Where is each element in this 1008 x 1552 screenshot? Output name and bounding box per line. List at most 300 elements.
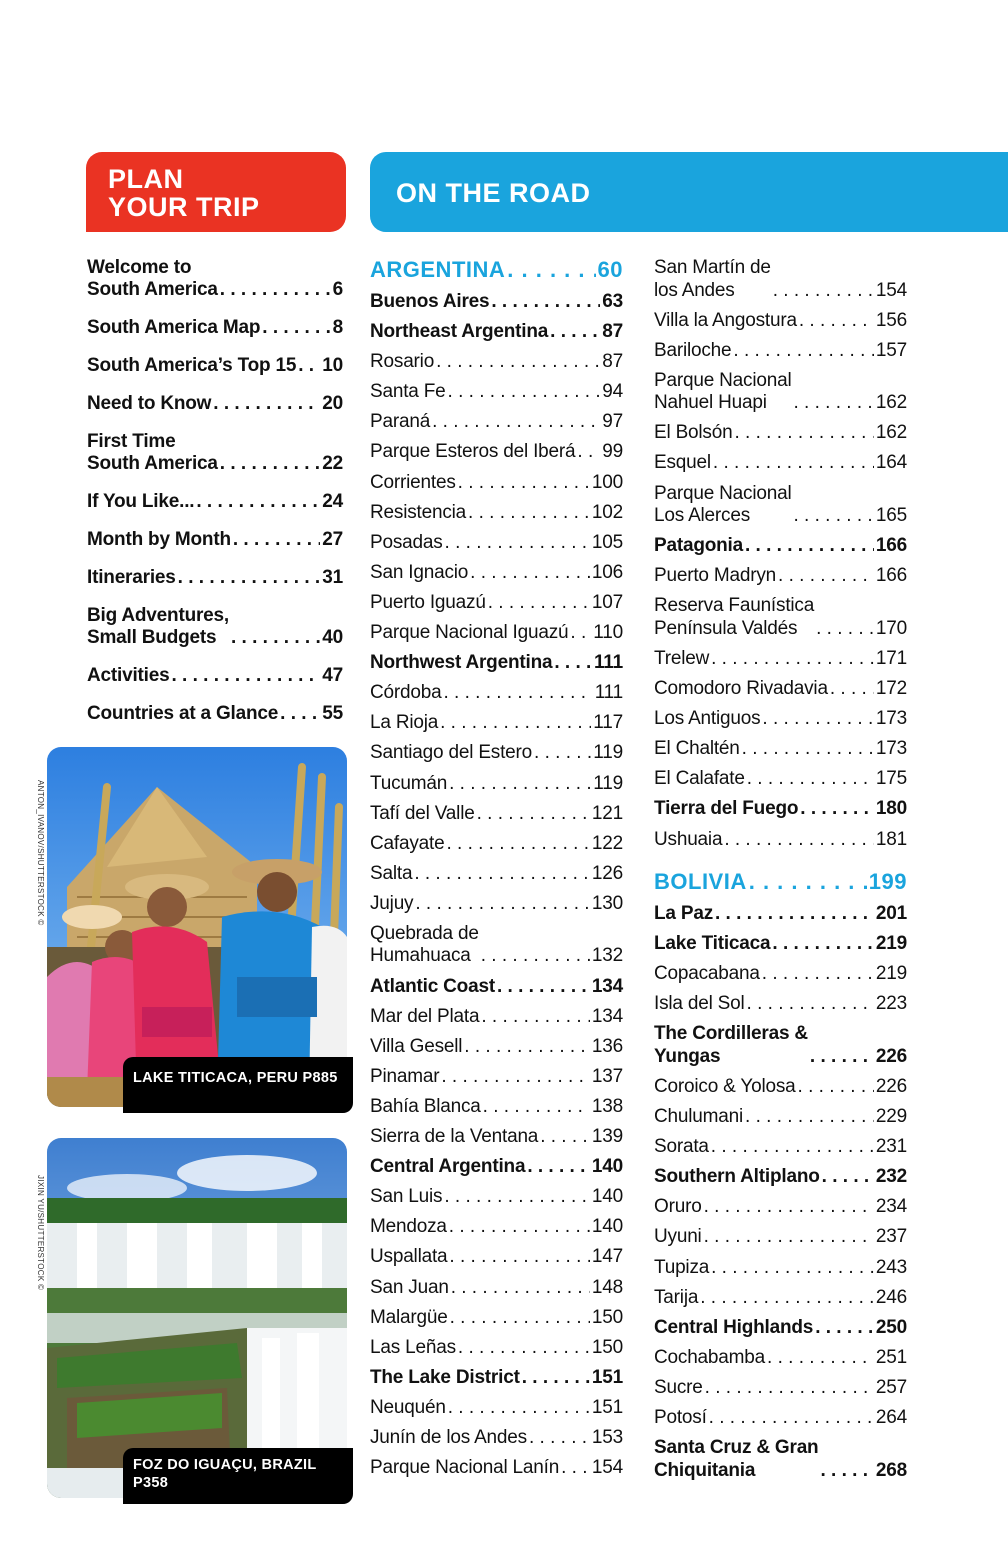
- toc-country-heading[interactable]: [654, 869, 907, 895]
- toc-entry-title: The Cordilleras & Yungas: [654, 1023, 808, 1067]
- toc-entry[interactable]: [654, 1136, 907, 1159]
- toc-entry[interactable]: [370, 1066, 623, 1089]
- toc-page-number: 257: [875, 1376, 907, 1398]
- toc-entry-title: San Martín de los Andes: [654, 257, 771, 301]
- toc-page-number: 180: [875, 798, 907, 820]
- toc-entry[interactable]: [370, 803, 623, 826]
- plan-title-line2: YOUR TRIP: [108, 192, 260, 222]
- toc-page-number: 223: [875, 993, 907, 1015]
- toc-page-number: 150: [591, 1336, 623, 1358]
- dot-leader: [815, 1317, 874, 1340]
- toc-entry-title: Ushuaia: [654, 828, 723, 850]
- toc-page-number: 154: [591, 1457, 623, 1479]
- toc-entry-title: Uspallata: [370, 1246, 448, 1268]
- toc-item[interactable]: [87, 665, 343, 687]
- toc-entry-title: Villa la Angostura: [654, 309, 797, 331]
- toc-page-number: 63: [602, 291, 623, 312]
- toc-item[interactable]: [87, 431, 343, 475]
- toc-page-number: 250: [875, 1316, 907, 1338]
- toc-page-number: 110: [593, 622, 623, 644]
- toc-entry[interactable]: [370, 1307, 623, 1330]
- toc-page-number: 164: [875, 452, 907, 474]
- dot-leader: [171, 665, 320, 687]
- dot-leader: [446, 833, 589, 856]
- toc-entry[interactable]: [654, 340, 907, 363]
- toc-entry-title: El Chaltén: [654, 738, 740, 760]
- toc-entry-title: Puerto Madryn: [654, 565, 777, 587]
- toc-entry-title: Parque Esteros del Iberá: [370, 441, 576, 463]
- toc-entry-title: Tupiza: [654, 1256, 710, 1278]
- toc-entry[interactable]: [370, 893, 623, 916]
- toc-region-heading[interactable]: [654, 1437, 907, 1482]
- toc-page-number: 232: [875, 1166, 907, 1188]
- dot-leader: [733, 340, 873, 363]
- dot-leader: [529, 1427, 590, 1450]
- toc-page-number: 234: [875, 1196, 907, 1218]
- toc-entry-title: Jujuy: [370, 892, 414, 914]
- dot-leader: [220, 279, 331, 301]
- toc-page-number: 166: [875, 565, 907, 587]
- toc-item[interactable]: [87, 529, 343, 551]
- toc-entry[interactable]: [654, 452, 907, 475]
- toc-page-number: 264: [875, 1407, 907, 1428]
- toc-entry[interactable]: [370, 381, 623, 404]
- toc-entry[interactable]: [654, 370, 907, 415]
- toc-entry[interactable]: [654, 483, 907, 528]
- toc-entry-title: Chulumani: [654, 1106, 744, 1128]
- dot-leader: [816, 618, 874, 641]
- toc-entry-title: Central Highlands: [654, 1316, 814, 1338]
- toc-entry[interactable]: [654, 1257, 907, 1280]
- toc-page-number: 24: [322, 491, 343, 512]
- dot-leader: [449, 1246, 589, 1269]
- toc-entry-title: Big Adventures, Small Budgets: [87, 605, 229, 648]
- dot-leader: [800, 798, 874, 821]
- toc-page-number: 173: [875, 738, 907, 760]
- toc-item[interactable]: [87, 355, 343, 377]
- toc-page-number: 243: [875, 1256, 907, 1278]
- dot-leader: [451, 1277, 590, 1300]
- toc-page-number: 107: [591, 591, 623, 613]
- toc-entry-title: Parque Nacional Iguazú: [370, 622, 569, 644]
- dot-leader: [448, 1397, 590, 1420]
- toc-entry-title: El Calafate: [654, 768, 745, 790]
- dot-leader: [507, 257, 595, 283]
- toc-entry[interactable]: [370, 1096, 623, 1119]
- toc-page-number: 150: [591, 1306, 623, 1328]
- dot-leader: [711, 648, 874, 671]
- toc-entry[interactable]: [370, 1337, 623, 1360]
- foz-do-iguacu-photo: [47, 1138, 347, 1498]
- toc-region-heading[interactable]: [654, 798, 907, 821]
- toc-entry-title: Central Argentina: [370, 1156, 526, 1178]
- toc-entry-title: Reserva Faunística Península Valdés: [654, 595, 815, 639]
- toc-page-number: 162: [875, 392, 907, 414]
- dot-leader: [468, 502, 590, 525]
- toc-entry[interactable]: [654, 1106, 907, 1129]
- toc-page-number: 148: [591, 1276, 623, 1298]
- toc-entry-title: If You Like...: [87, 491, 195, 512]
- toc-entry[interactable]: [654, 1407, 907, 1430]
- toc-entry-title: Parque Nacional Lanín: [370, 1457, 560, 1479]
- toc-entry-title: Junín de los Andes: [370, 1426, 527, 1448]
- toc-page-number: 165: [875, 505, 907, 527]
- toc-entry[interactable]: [654, 963, 907, 986]
- toc-entry[interactable]: [654, 648, 907, 671]
- dot-leader: [448, 381, 601, 404]
- toc-entry-title: Atlantic Coast: [370, 975, 495, 997]
- toc-entry-title: Santa Cruz & Gran Chiquitania: [654, 1437, 819, 1481]
- toc-page-number: 119: [593, 772, 623, 794]
- toc-page-number: 27: [322, 529, 343, 550]
- dot-leader: [705, 1377, 874, 1400]
- dot-leader: [745, 535, 874, 558]
- dot-leader: [458, 1337, 590, 1360]
- toc-entry-title: Puerto Iguazú: [370, 591, 486, 613]
- toc-entry-title: Southern Altiplano: [654, 1166, 820, 1188]
- toc-entry[interactable]: [370, 682, 623, 705]
- toc-entry-title: Welcome to South America: [87, 257, 218, 300]
- toc-item[interactable]: [87, 703, 343, 725]
- toc-entry[interactable]: [654, 1377, 907, 1400]
- toc-entry-title: Villa Gesell: [370, 1035, 463, 1057]
- photo2-credit: JIXIN YU/SHUTTERSTOCK ©: [36, 1175, 45, 1291]
- toc-page-number: 140: [591, 1156, 623, 1178]
- toc-entry[interactable]: [654, 422, 907, 445]
- toc-entry[interactable]: [654, 708, 907, 731]
- toc-entry-title: Esquel: [654, 452, 711, 474]
- dot-leader: [280, 703, 320, 725]
- plan-your-trip-list: [87, 257, 343, 741]
- dot-leader: [522, 1367, 590, 1390]
- toc-entry-title: Parque Nacional Nahuel Huapi: [654, 369, 792, 414]
- toc-entry[interactable]: [370, 742, 623, 765]
- toc-entry[interactable]: [370, 622, 623, 645]
- toc-entry[interactable]: [654, 738, 907, 761]
- toc-page-number: 147: [591, 1246, 623, 1268]
- toc-entry-title: Corrientes: [370, 471, 456, 493]
- toc-entry-title: BOLIVIA: [654, 869, 747, 894]
- toc-entry-title: Paraná: [370, 411, 431, 433]
- dot-leader: [415, 893, 590, 916]
- toc-entry-title: Santiago del Estero: [370, 742, 533, 764]
- road-title: ON THE ROAD: [396, 178, 591, 208]
- toc-entry[interactable]: [370, 863, 623, 886]
- dot-leader: [715, 903, 874, 926]
- toc-entry-title: Salta: [370, 862, 413, 884]
- dot-leader: [704, 1226, 874, 1249]
- toc-region-heading[interactable]: [370, 291, 623, 314]
- toc-entry-title: Malargüe: [370, 1306, 448, 1328]
- toc-entry[interactable]: [370, 472, 623, 495]
- toc-entry[interactable]: [370, 923, 623, 968]
- toc-region-heading[interactable]: [370, 652, 623, 675]
- dot-leader: [830, 678, 874, 701]
- on-the-road-column-2: [654, 257, 907, 1490]
- toc-page-number: 201: [875, 903, 907, 924]
- toc-page-number: 237: [875, 1226, 907, 1248]
- dot-leader: [213, 393, 320, 415]
- toc-region-heading[interactable]: [654, 903, 907, 926]
- toc-entry[interactable]: [370, 1186, 623, 1209]
- toc-entry[interactable]: [654, 829, 907, 852]
- toc-entry-title: Cafayate: [370, 832, 445, 854]
- toc-entry[interactable]: [370, 351, 623, 374]
- toc-entry[interactable]: [370, 1036, 623, 1059]
- dot-leader: [262, 317, 330, 339]
- dot-leader: [534, 742, 591, 765]
- toc-entry-title: La Paz: [654, 903, 713, 924]
- toc-entry[interactable]: [370, 562, 623, 585]
- toc-entry[interactable]: [654, 565, 907, 588]
- toc-entry-title: Los Antiguos: [654, 708, 761, 730]
- dot-leader: [747, 993, 874, 1016]
- toc-entry[interactable]: [654, 1196, 907, 1219]
- toc-entry-title: Comodoro Rivadavia: [654, 678, 828, 700]
- toc-entry-title: Neuquén: [370, 1396, 446, 1418]
- dot-leader: [449, 773, 591, 796]
- dot-leader: [799, 310, 874, 333]
- toc-entry-title: Mar del Plata: [370, 1005, 480, 1027]
- toc-entry-title: Isla del Sol: [654, 993, 745, 1015]
- toc-country-heading[interactable]: [370, 257, 623, 283]
- toc-entry-title: Trelew: [654, 647, 710, 669]
- toc-region-heading[interactable]: [370, 1156, 623, 1179]
- toc-page-number: 99: [602, 441, 623, 463]
- toc-entry-title: Month by Month: [87, 529, 231, 550]
- toc-page-number: 22: [322, 453, 343, 474]
- dot-leader: [497, 976, 590, 999]
- toc-entry[interactable]: [370, 1277, 623, 1300]
- toc-entry-title: Activities: [87, 665, 170, 686]
- toc-entry[interactable]: [370, 712, 623, 735]
- toc-entry[interactable]: [370, 592, 623, 615]
- dot-leader: [773, 280, 874, 303]
- toc-entry-title: Las Leñas: [370, 1336, 456, 1358]
- toc-page-number: 157: [875, 339, 907, 361]
- toc-page-number: 138: [591, 1095, 623, 1117]
- dot-leader: [778, 565, 874, 588]
- plan-your-trip-header: [86, 152, 346, 232]
- dot-leader: [742, 738, 874, 761]
- dot-leader: [233, 529, 320, 551]
- toc-entry-title: Tierra del Fuego: [654, 798, 799, 820]
- toc-entry[interactable]: [370, 1427, 623, 1450]
- toc-entry-title: Uyuni: [654, 1226, 702, 1248]
- toc-entry[interactable]: [370, 833, 623, 856]
- toc-entry[interactable]: [654, 768, 907, 791]
- on-the-road-header: [370, 152, 1008, 232]
- toc-entry[interactable]: [654, 257, 907, 302]
- dot-leader: [709, 1407, 874, 1430]
- toc-entry-title: El Bolsón: [654, 422, 733, 444]
- toc-entry-title: The Lake District: [370, 1366, 520, 1388]
- toc-entry[interactable]: [370, 441, 623, 464]
- toc-entry[interactable]: [654, 1226, 907, 1249]
- dot-leader: [441, 1066, 590, 1089]
- toc-page-number: 172: [875, 678, 907, 700]
- dot-leader: [414, 863, 590, 886]
- toc-page-number: 173: [875, 708, 907, 730]
- toc-region-heading[interactable]: [654, 933, 907, 956]
- toc-entry[interactable]: [654, 310, 907, 333]
- toc-region-heading[interactable]: [654, 1166, 907, 1189]
- toc-entry[interactable]: [370, 773, 623, 796]
- toc-item[interactable]: [87, 393, 343, 415]
- toc-entry[interactable]: [370, 1457, 623, 1480]
- toc-page-number: 136: [591, 1035, 623, 1057]
- toc-entry-title: ARGENTINA: [370, 257, 506, 282]
- dot-leader: [550, 321, 600, 344]
- toc-entry-title: Coroico & Yolosa: [654, 1075, 796, 1097]
- dot-leader: [711, 1257, 874, 1280]
- toc-page-number: 94: [602, 381, 623, 403]
- toc-entry-title: Córdoba: [370, 682, 442, 704]
- toc-entry-title: Sorata: [654, 1136, 709, 1158]
- toc-entry-title: Mendoza: [370, 1216, 447, 1238]
- toc-page-number: 268: [875, 1459, 907, 1481]
- toc-region-heading[interactable]: [654, 1023, 907, 1068]
- dot-leader: [704, 1196, 874, 1219]
- toc-page-number: 246: [875, 1286, 907, 1308]
- dot-leader: [491, 291, 600, 314]
- toc-region-heading[interactable]: [654, 535, 907, 558]
- toc-entry-title: South America Map: [87, 317, 261, 338]
- toc-entry[interactable]: [654, 993, 907, 1016]
- toc-page-number: 140: [591, 1186, 623, 1208]
- toc-page-number: 10: [322, 355, 343, 376]
- toc-entry-title: San Ignacio: [370, 561, 469, 583]
- dot-leader: [445, 532, 590, 555]
- toc-page-number: 117: [593, 712, 623, 734]
- lake-titicaca-photo: [47, 747, 347, 1107]
- toc-page-number: 156: [875, 309, 907, 331]
- dot-leader: [724, 829, 874, 852]
- toc-page-number: 153: [591, 1426, 623, 1448]
- dot-leader: [196, 491, 320, 513]
- dot-leader: [450, 1307, 590, 1330]
- dot-leader: [577, 441, 600, 464]
- toc-page-number: 100: [591, 471, 623, 493]
- dot-leader: [443, 682, 592, 705]
- toc-entry[interactable]: [654, 678, 907, 701]
- toc-entry-title: Potosí: [654, 1407, 707, 1428]
- dot-leader: [220, 453, 320, 475]
- dot-leader: [483, 1096, 590, 1119]
- dot-leader: [820, 1460, 873, 1483]
- dot-leader: [767, 1347, 874, 1370]
- dot-leader: [734, 422, 873, 445]
- toc-entry-title: San Luis: [370, 1186, 443, 1208]
- toc-entry[interactable]: [370, 411, 623, 434]
- toc-page-number: 126: [591, 862, 623, 884]
- dot-leader: [481, 945, 590, 968]
- dot-leader: [570, 622, 591, 645]
- toc-page-number: 140: [591, 1216, 623, 1238]
- photo1-credit: ANTON_IVANOV/SHUTTERSTOCK ©: [36, 780, 45, 926]
- dot-leader: [178, 567, 321, 589]
- toc-page-number: 97: [602, 411, 623, 433]
- plan-title-line1: PLAN: [108, 164, 184, 194]
- toc-entry-title: La Rioja: [370, 712, 439, 734]
- dot-leader: [231, 627, 320, 649]
- toc-item[interactable]: [87, 605, 343, 649]
- toc-entry-title: South America’s Top 15: [87, 355, 297, 376]
- toc-entry[interactable]: [654, 595, 907, 640]
- toc-entry-title: Posadas: [370, 531, 443, 553]
- lake-titicaca-illustration: [47, 747, 347, 1107]
- toc-page-number: 55: [322, 703, 343, 724]
- toc-page-number: 219: [875, 933, 907, 955]
- toc-entry-title: Rosario: [370, 351, 435, 373]
- toc-page-number: 134: [591, 975, 623, 997]
- toc-page-number: 122: [591, 832, 623, 854]
- foz-do-iguacu-illustration: [47, 1138, 347, 1498]
- toc-entry[interactable]: [654, 1347, 907, 1370]
- toc-page-number: 121: [591, 802, 623, 824]
- toc-entry[interactable]: [370, 1397, 623, 1420]
- toc-entry-title: Northwest Argentina: [370, 652, 553, 674]
- dot-leader: [488, 592, 590, 615]
- toc-page-number: 111: [594, 682, 623, 704]
- toc-entry-title: Itineraries: [87, 567, 176, 588]
- dot-leader: [432, 411, 600, 434]
- toc-page-number: 139: [591, 1126, 623, 1148]
- dot-leader: [477, 803, 590, 826]
- toc-item[interactable]: [87, 257, 343, 301]
- toc-region-heading[interactable]: [370, 321, 623, 344]
- toc-entry[interactable]: [370, 1126, 623, 1149]
- toc-entry-title: Copacabana: [654, 963, 760, 985]
- dot-leader: [798, 1076, 874, 1099]
- toc-page-number: 251: [875, 1346, 907, 1368]
- toc-item[interactable]: [87, 491, 343, 513]
- toc-page-number: 229: [875, 1106, 907, 1128]
- toc-entry[interactable]: [370, 502, 623, 525]
- toc-region-heading[interactable]: [370, 976, 623, 999]
- toc-page-number: 8: [332, 317, 343, 338]
- toc-region-heading[interactable]: [370, 1367, 623, 1390]
- dot-leader: [810, 1046, 874, 1069]
- toc-page-number: 134: [591, 1005, 623, 1027]
- toc-entry-title: Lake Titicaca: [654, 933, 771, 955]
- toc-entry[interactable]: [654, 1287, 907, 1310]
- toc-entry-title: Quebrada de Humahuaca: [370, 922, 479, 967]
- toc-item[interactable]: [87, 317, 343, 339]
- toc-entry-title: Need to Know: [87, 393, 212, 414]
- dot-leader: [449, 1216, 590, 1239]
- toc-region-heading[interactable]: [654, 1317, 907, 1340]
- toc-page-number: 137: [591, 1065, 623, 1087]
- toc-page-number: 40: [322, 627, 343, 648]
- toc-entry-title: Cochabamba: [654, 1346, 766, 1368]
- toc-entry-title: San Juan: [370, 1276, 449, 1298]
- dot-leader: [762, 708, 873, 731]
- dot-leader: [713, 452, 874, 475]
- toc-page-number: 31: [322, 567, 343, 588]
- dot-leader: [561, 1457, 590, 1480]
- toc-entry[interactable]: [370, 532, 623, 555]
- toc-page-number: 226: [875, 1045, 907, 1067]
- toc-entry[interactable]: [370, 1006, 623, 1029]
- toc-entry-title: Patagonia: [654, 535, 743, 557]
- toc-entry[interactable]: [370, 1246, 623, 1269]
- toc-entry[interactable]: [654, 1076, 907, 1099]
- toc-page-number: 47: [322, 665, 343, 686]
- toc-item[interactable]: [87, 567, 343, 589]
- toc-entry-title: Tarija: [654, 1286, 699, 1308]
- toc-entry[interactable]: [370, 1216, 623, 1239]
